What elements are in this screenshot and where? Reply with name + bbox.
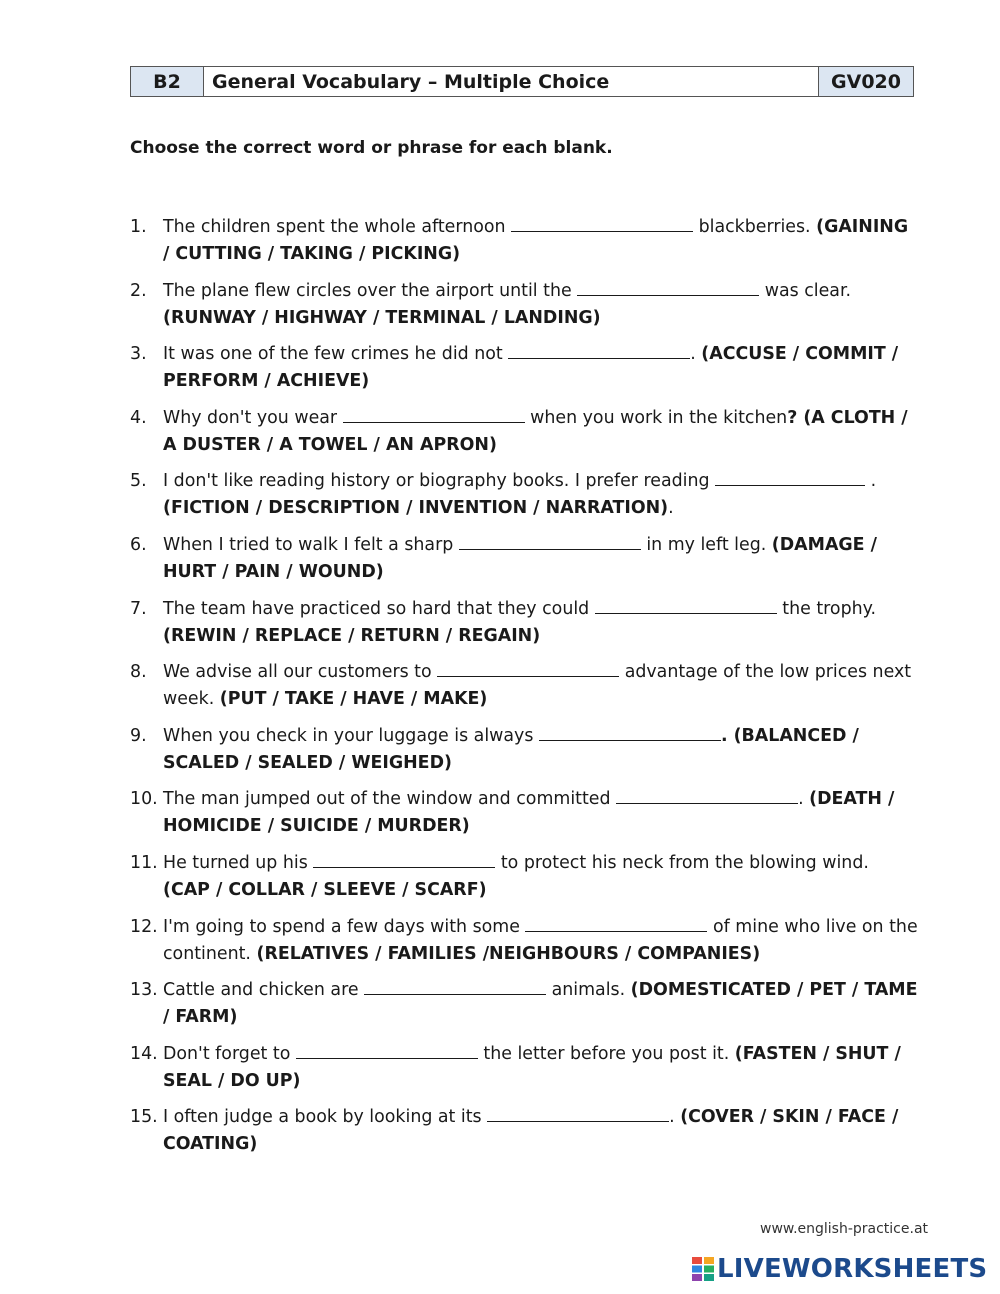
question-text: I don't like reading history or biography books. I prefer reading . (FICTION / DESCRIPTION / INVENTION / NARRATION).: [163, 468, 919, 522]
question-item: [130, 850, 914, 914]
answer-blank[interactable]: [487, 1104, 669, 1122]
question-number: 7.: [130, 598, 147, 619]
answer-options: (CAP / COLLAR / SLEEVE / SCARF): [163, 879, 487, 900]
answer-blank[interactable]: [364, 977, 546, 995]
answer-options: ? (A CLOTH / A DUSTER / A TOWEL / AN APRON): [163, 407, 908, 455]
answer-options: (DOMESTICATED / PET / TAME / FARM): [163, 980, 918, 1028]
instruction-text: Choose the correct word or phrase for each blank.: [130, 138, 613, 158]
website-link[interactable]: www.english-practice.at: [760, 1221, 929, 1237]
worksheet-code: GV020: [819, 67, 914, 97]
answer-blank[interactable]: [459, 532, 641, 550]
question-text: I often judge a book by looking at its . (COVER / SKIN / FACE / COATING): [163, 1104, 919, 1158]
question-item: [130, 977, 918, 1041]
answer-blank[interactable]: [296, 1041, 478, 1059]
question-item: [130, 659, 914, 723]
level-cell: B2: [131, 67, 204, 97]
question-text: It was one of the few crimes he did not . (ACCUSE / COMMIT / PERFORM / ACHIEVE): [163, 341, 919, 395]
question-number: 4.: [130, 407, 147, 428]
question-item: [130, 786, 914, 850]
brand-name: LIVEWORKSHEETS: [717, 1254, 988, 1284]
answer-options: (GAINING / CUTTING / TAKING / PICKING): [163, 217, 909, 264]
answer-blank[interactable]: [313, 850, 495, 868]
question-item: [130, 532, 914, 596]
liveworksheets-brand: [692, 1252, 987, 1286]
answer-blank[interactable]: [437, 659, 619, 677]
question-text: Don't forget to the letter before you post it. (FASTEN / SHUT / SEAL / DO UP): [163, 1041, 919, 1095]
question-text: Cattle and chicken are animals. (DOMESTICATED / PET / TAME / FARM): [163, 977, 919, 1031]
question-number: 14.: [130, 1043, 158, 1064]
answer-options: (FICTION / DESCRIPTION / INVENTION / NARRATION): [163, 498, 669, 519]
question-list: [130, 214, 918, 1168]
answer-options: . (BALANCED / SCALED / SEALED / WEIGHED): [163, 725, 859, 773]
answer-options: (FASTEN / SHUT / SEAL / DO UP): [163, 1043, 901, 1091]
answer-blank[interactable]: [539, 723, 721, 741]
worksheet-title: General Vocabulary – Multiple Choice: [204, 67, 819, 97]
question-text: The man jumped out of the window and committed . (DEATH / HOMICIDE / SUICIDE / MURDER): [163, 786, 919, 840]
question-text: Why don't you wear when you work in the kitchen? (A CLOTH / A DUSTER / A TOWEL / AN APRON): [163, 405, 919, 459]
question-item: [130, 468, 914, 532]
question-item: [130, 723, 914, 787]
answer-blank[interactable]: [511, 214, 693, 232]
question-number: 11.: [130, 852, 158, 873]
question-number: 13.: [130, 980, 158, 1001]
question-text: The team have practiced so hard that they could the trophy. (REWIN / REPLACE / RETURN / REGAIN): [163, 596, 919, 650]
question-number: 12.: [130, 916, 158, 937]
question-number: 9.: [130, 725, 147, 746]
answer-options: (DEATH / HOMICIDE / SUICIDE / MURDER): [163, 789, 895, 837]
question-text: When I tried to walk I felt a sharp in my left leg. (DAMAGE / HURT / PAIN / WOUND): [163, 532, 919, 586]
answer-blank[interactable]: [616, 786, 798, 804]
answer-blank[interactable]: [595, 596, 777, 614]
question-item: [130, 914, 918, 978]
liveworksheets-logo-icon: [692, 1257, 714, 1281]
question-number: 8.: [130, 662, 147, 683]
answer-options: (RUNWAY / HIGHWAY / TERMINAL / LANDING): [163, 307, 601, 328]
question-item: [130, 214, 914, 278]
question-number: 2.: [130, 280, 147, 301]
question-text: I'm going to spend a few days with some of mine who live on the continent. (RELATIVES / FAMILIES /NEIGHBOURS / COMPANIES): [163, 914, 919, 968]
answer-blank[interactable]: [508, 341, 690, 359]
answer-blank[interactable]: [577, 278, 759, 296]
answer-options: (PUT / TAKE / HAVE / MAKE): [219, 689, 488, 710]
question-number: 15.: [130, 1107, 158, 1128]
question-item: [130, 1104, 914, 1168]
answer-options: (REWIN / REPLACE / RETURN / REGAIN): [163, 625, 541, 646]
question-item: [130, 1041, 914, 1105]
question-item: [130, 405, 914, 469]
question-text: The children spent the whole afternoon blackberries. (GAINING / CUTTING / TAKING / PICKING): [163, 214, 919, 268]
question-number: 3.: [130, 344, 147, 365]
worksheet-header: [130, 66, 914, 97]
question-item: [130, 341, 914, 405]
answer-blank[interactable]: [343, 405, 525, 423]
question-number: 1.: [130, 217, 147, 237]
question-number: 5.: [130, 471, 147, 492]
answer-options: (ACCUSE / COMMIT / PERFORM / ACHIEVE): [163, 344, 899, 392]
answer-blank[interactable]: [715, 468, 865, 486]
answer-options: (DAMAGE / HURT / PAIN / WOUND): [163, 534, 877, 582]
question-item: [130, 278, 914, 342]
question-item: [130, 596, 914, 660]
question-text: When you check in your luggage is always . (BALANCED / SCALED / SEALED / WEIGHED): [163, 723, 919, 777]
question-text: We advise all our customers to advantage of the low prices next week. (PUT / TAKE / HAVE / MAKE): [163, 659, 919, 713]
answer-options: (RELATIVES / FAMILIES /NEIGHBOURS / COMPANIES): [256, 943, 761, 964]
question-number: 10.: [130, 789, 158, 810]
question-text: He turned up his to protect his neck from the blowing wind. (CAP / COLLAR / SLEEVE / SCARF): [163, 850, 919, 904]
question-text: The plane flew circles over the airport until the was clear. (RUNWAY / HIGHWAY / TERMINAL / LANDING): [163, 278, 919, 332]
answer-options: (COVER / SKIN / FACE / COATING): [163, 1107, 899, 1155]
question-number: 6.: [130, 534, 147, 555]
answer-blank[interactable]: [525, 914, 707, 932]
